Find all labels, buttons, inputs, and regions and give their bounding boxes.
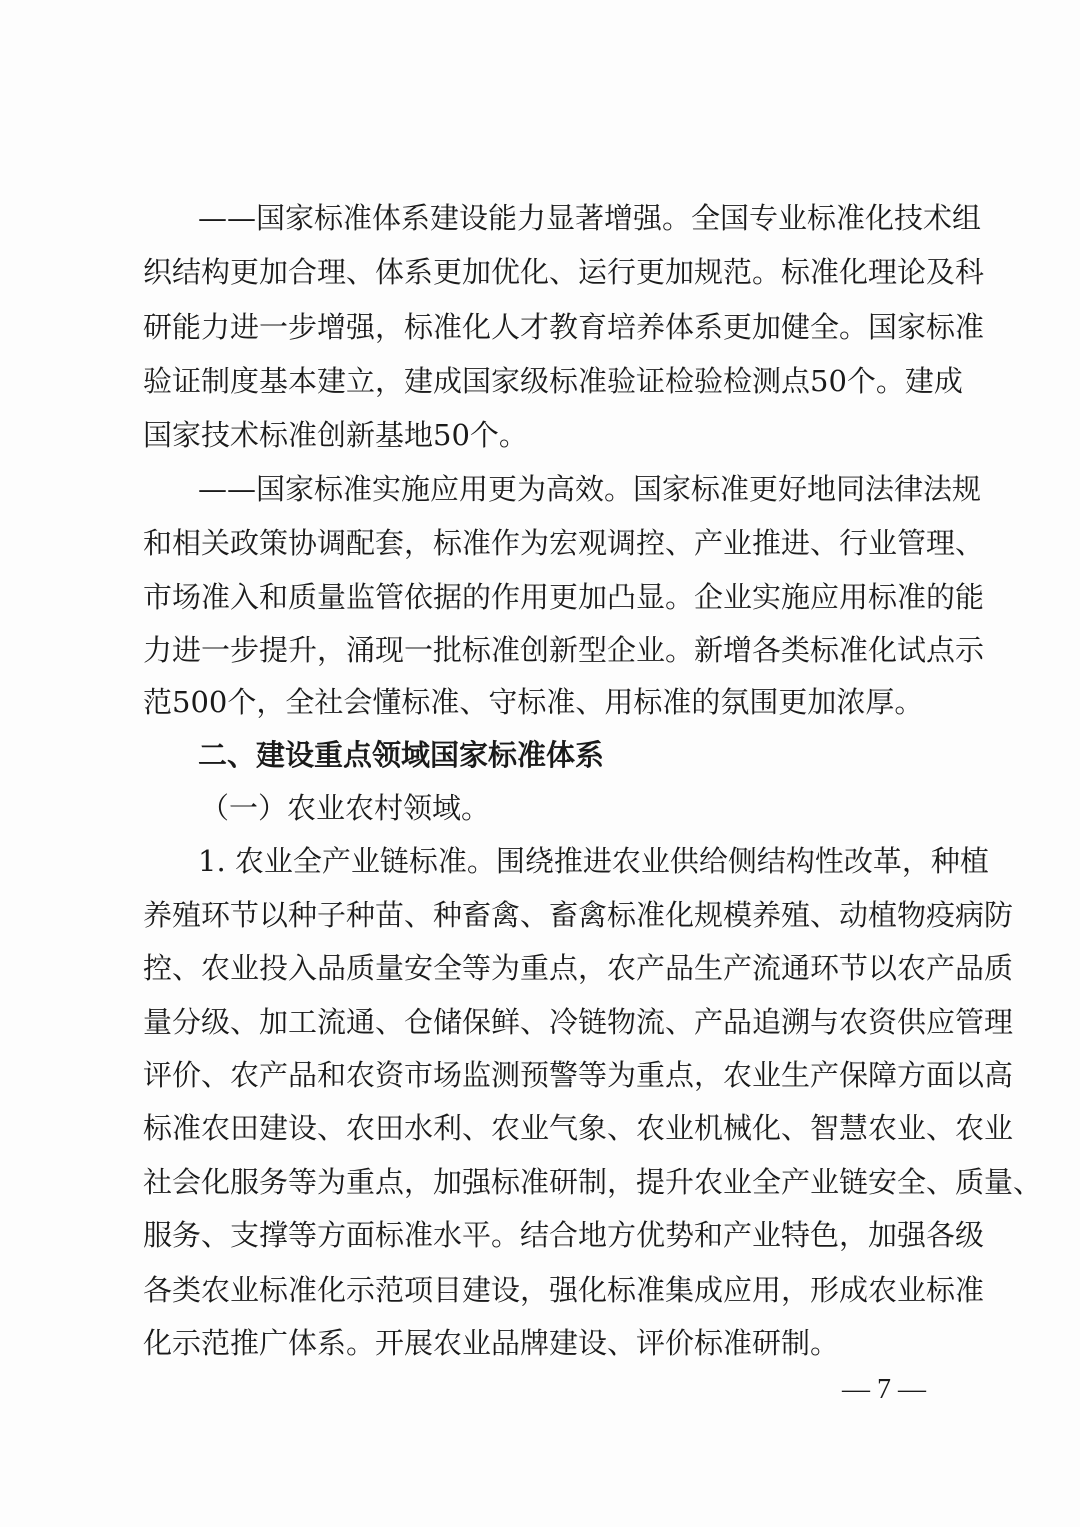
section-heading: 二、建设重点领域国家标准体系	[198, 738, 605, 772]
paragraph-line: 织结构更加合理、体系更加优化、运行更加规范。标准化理论及科	[143, 255, 985, 289]
paragraph-line: 服务、支撑等方面标准水平。结合地方优势和产业特色，加强各级	[143, 1218, 985, 1252]
paragraph-line: 化示范推广体系。开展农业品牌建设、评价标准研制。	[143, 1326, 840, 1360]
paragraph-line: 标准农田建设、农田水利、农业气象、农业机械化、智慧农业、农业	[143, 1111, 1014, 1145]
paragraph-line: ——国家标准实施应用更为高效。国家标准更好地同法律法规	[198, 472, 982, 506]
paragraph-line: 研能力进一步增强，标准化人才教育培养体系更加健全。国家标准	[143, 310, 985, 344]
paragraph-line: ——国家标准体系建设能力显著增强。全国专业标准化技术组	[198, 201, 982, 235]
paragraph-line: 范500个，全社会懂标准、守标准、用标准的氛围更加浓厚。	[143, 685, 924, 719]
paragraph-line: 和相关政策协调配套，标准作为宏观调控、产业推进、行业管理、	[143, 526, 985, 560]
paragraph-line: 市场准入和质量监管依据的作用更加凸显。企业实施应用标准的能	[143, 580, 985, 614]
paragraph-line: 国家技术标准创新基地50个。	[143, 418, 528, 452]
subsection-heading: （一）农业农村领域。	[200, 791, 491, 825]
paragraph-line: 1. 农业全产业链标准。围绕推进农业供给侧结构性改革，种植	[198, 844, 989, 878]
paragraph-line: 量分级、加工流通、仓储保鲜、冷链物流、产品追溯与农资供应管理	[143, 1005, 1014, 1039]
paragraph-line: 养殖环节以种子种苗、种畜禽、畜禽标准化规模养殖、动植物疫病防	[143, 898, 1014, 932]
paragraph-line: 社会化服务等为重点，加强标准研制，提升农业全产业链安全、质量、	[143, 1165, 1043, 1199]
paragraph-line: 评价、农产品和农资市场监测预警等为重点，农业生产保障方面以高	[143, 1058, 1014, 1092]
paragraph-line: 各类农业标准化示范项目建设，强化标准集成应用，形成农业标准	[143, 1273, 985, 1307]
paragraph-line: 控、农业投入品质量安全等为重点，农产品生产流通环节以农产品质	[143, 951, 1014, 985]
paragraph-line: 验证制度基本建立，建成国家级标准验证检验检测点50个。建成	[143, 364, 963, 398]
paragraph-line: 力进一步提升，涌现一批标准创新型企业。新增各类标准化试点示	[143, 633, 985, 667]
page-number: — 7 —	[842, 1374, 926, 1405]
